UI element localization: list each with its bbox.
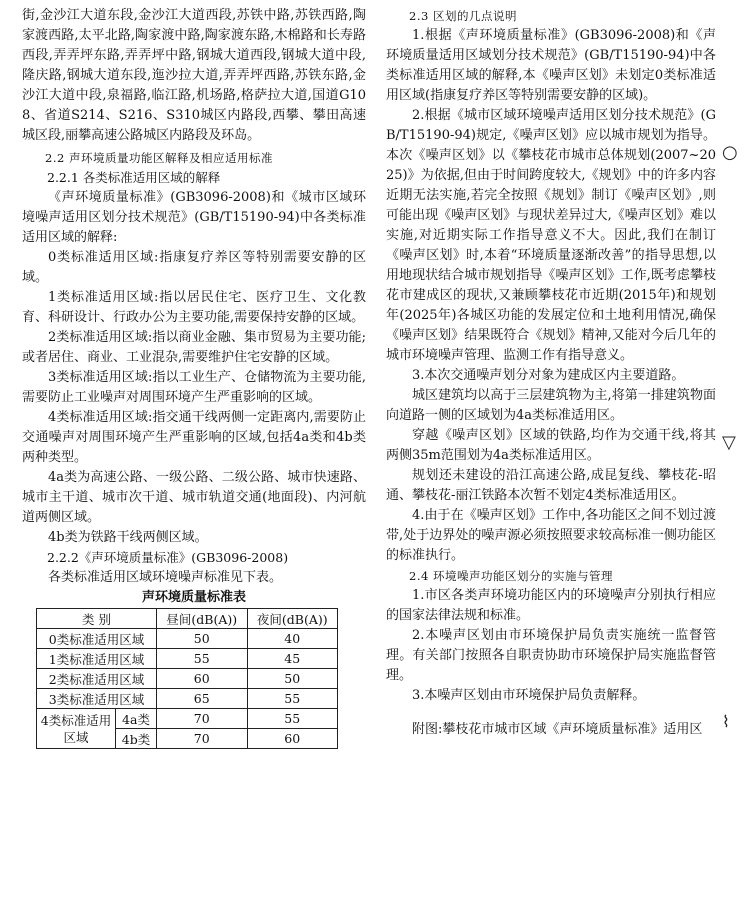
table-header-row [37, 609, 338, 629]
note-3-paragraph: 3.本次交通噪声划分对象为建成区内主要道路。 [412, 368, 685, 383]
margin-scribble-mark: ⌇ [722, 712, 730, 731]
row-subcategory: 4b类 [116, 729, 157, 749]
row-night: 40 [247, 629, 338, 649]
header-night: 夜间(dB(A)) [247, 609, 338, 629]
class-3-paragraph: 3类标准适用区域:指以工业生产、仓储物流为主要功能,需要防止工业噪声对周围环境产生严重影响的区域。 [22, 370, 366, 405]
class-4a-paragraph: 4a类为高速公路、一级公路、二级公路、城市快速路、城市主干道、城市次干道、城市轨道交通(地面段)、内河航道两侧区域。 [22, 470, 366, 525]
management-1-paragraph: 1.市区各类声环境功能区内的环境噪声分别执行相应的国家法律法规和标准。 [386, 588, 716, 623]
table-row [37, 669, 338, 689]
section-2-2-1-heading: 2.2.1 各类标准适用区域的解释 [47, 170, 221, 185]
table-row [37, 629, 338, 649]
row-day: 55 [157, 649, 248, 669]
row-category: 3类标准适用区域 [37, 689, 157, 709]
note-1-paragraph: 1.根据《声环境质量标准》(GB3096-2008)和《声环境质量适用区域划分技术规范》(GB/T15190-94)中各类标准适用区域的解释,本《噪声区划》未划定0类标准适用区域(指康复疗养区等特别需要安静的区域)。 [386, 28, 716, 103]
class-0-paragraph: 0类标准适用区域:指康复疗养区等特别需要安静的区域。 [22, 250, 366, 285]
noise-standard-table [36, 608, 338, 749]
note-3-building-paragraph: 城区建筑均以高于三层建筑物为主,将第一排建筑物面向道路一侧的区域划为4a类标准适用区。 [386, 388, 716, 423]
row-day: 60 [157, 669, 248, 689]
row-category: 0类标准适用区域 [37, 629, 157, 649]
row-category: 2类标准适用区域 [37, 669, 157, 689]
row-day: 70 [157, 729, 248, 749]
management-2-paragraph: 2.本噪声区划由市环境保护局负责实施统一监督管理。有关部门按照各自职责协助市环境保护局实施监督管理。 [386, 628, 716, 683]
class-1-paragraph: 1类标准适用区域:指以居民住宅、医疗卫生、文化教育、科研设计、行政办公为主要功能,需要保持安静的区域。 [22, 290, 366, 325]
header-day: 昼间(dB(A)) [157, 609, 248, 629]
table-row [37, 709, 338, 729]
section-2-3-heading: 2.3 区划的几点说明 [409, 9, 517, 23]
row-category-class4: 4类标准适用区域 [37, 709, 116, 749]
header-category: 类 别 [37, 609, 157, 629]
note-4-paragraph: 4.由于在《噪声区划》工作中,各功能区之间不划过渡带,处于边界处的噪声源必须按照要求较高标准一侧功能区的标准执行。 [386, 508, 716, 563]
note-3-railway-paragraph: 穿越《噪声区划》区域的铁路,均作为交通干线,将其两侧35m范围划为4a类标准适用区。 [386, 428, 716, 463]
row-category: 1类标准适用区域 [37, 649, 157, 669]
row-day: 50 [157, 629, 248, 649]
section-2-2-2-heading: 2.2.2《声环境质量标准》(GB3096-2008) [47, 550, 289, 565]
class-4-paragraph: 4类标准适用区域:指交通干线两侧一定距离内,需要防止交通噪声对周围环境产生严重影响的区域,包括4a类和4b类两种类型。 [22, 410, 366, 465]
standards-intro-paragraph: 《声环境质量标准》(GB3096-2008)和《城市区域环境噪声适用区划分技术规范》(GB/T15190-94)中各类标准适用区域的解释: [22, 190, 366, 245]
margin-arrow-mark: ▽ [722, 432, 736, 453]
note-3-planned-roads-paragraph: 规划还未建设的沿江高速公路,成昆复线、攀枝花-昭通、攀枝花-丽江铁路本次暂不划定4类标准适用区。 [386, 468, 716, 503]
appendix-map-caption: 附图:攀枝花市城市区域《声环境质量标准》适用区 [412, 722, 703, 737]
row-night: 55 [247, 709, 338, 729]
row-night: 50 [247, 669, 338, 689]
road-list-paragraph: 街,金沙江大道东段,金沙江大道西段,苏铁中路,苏铁西路,陶家渡西路,太平北路,陶家渡中路,陶家渡东路,木棉路和长寿路西段,弄弄坪东路,弄弄坪中路,钢城大道西段,钢城大道中段,隆庆路,钢城大道东段,迤沙拉大道,弄弄坪西路,苏铁东路,金沙江大道中段,泉福路,临江路,机场路,格萨拉大道,国道G108、省道S214、S216、S310城区内路段,西攀、攀田高速城区段,丽攀高速公路城区内路段及环岛。 [22, 8, 366, 143]
right-column [386, 6, 716, 740]
row-subcategory: 4a类 [116, 709, 157, 729]
row-night: 60 [247, 729, 338, 749]
table-row [37, 689, 338, 709]
section-2-2-heading: 2.2 声环境质量功能区解释及相应适用标准 [45, 151, 273, 165]
class-4b-paragraph: 4b类为铁路干线两侧区域。 [48, 530, 208, 545]
row-day: 65 [157, 689, 248, 709]
margin-circle-mark: ○ [722, 142, 738, 163]
management-3-paragraph: 3.本噪声区划由市环境保护局负责解释。 [412, 688, 646, 703]
row-day: 70 [157, 709, 248, 729]
row-night: 45 [247, 649, 338, 669]
left-column [22, 6, 366, 749]
section-2-4-heading: 2.4 环境噪声功能区划分的实施与管理 [409, 569, 613, 583]
class-2-paragraph: 2类标准适用区域:指以商业金融、集市贸易为主要功能;或者居住、商业、工业混杂,需要维护住宅安静的区域。 [22, 330, 366, 365]
note-2-paragraph: 2.根据《城市区域环境噪声适用区划分技术规范》(GB/T15190-94)规定,《噪声区划》应以城市规划为指导。本次《噪声区划》以《攀枝花市城市总体规划(2007~2025)》为依据,但由于时间跨度较大,《规划》中的许多内容近期无法实施,若完全按照《规划》制订《噪声区划》,则可能出现《噪声区划》与现状差异过大,《噪声区划》难以实施,对近期实际工作指导意义不大。因此,我们在制订《噪声区划》时,本着“环境质量逐渐改善”的指导思想,以用地现状结合城市规划指导《噪声区划》工作,既考虑攀枝花市建成区的现状,又兼顾攀枝花市近期(2015年)和规划年(2025年)各城区功能的发展定位和土地利用情况,确保《噪声区划》结果既符合《规划》精神,又能对今后几年的城市环境噪声管理、监测工作有指导意义。 [386, 108, 716, 363]
table-intro-paragraph: 各类标准适用区域环境噪声标准见下表。 [48, 570, 283, 585]
row-night: 55 [247, 689, 338, 709]
table-row [37, 649, 338, 669]
table-title: 声环境质量标准表 [141, 590, 246, 605]
